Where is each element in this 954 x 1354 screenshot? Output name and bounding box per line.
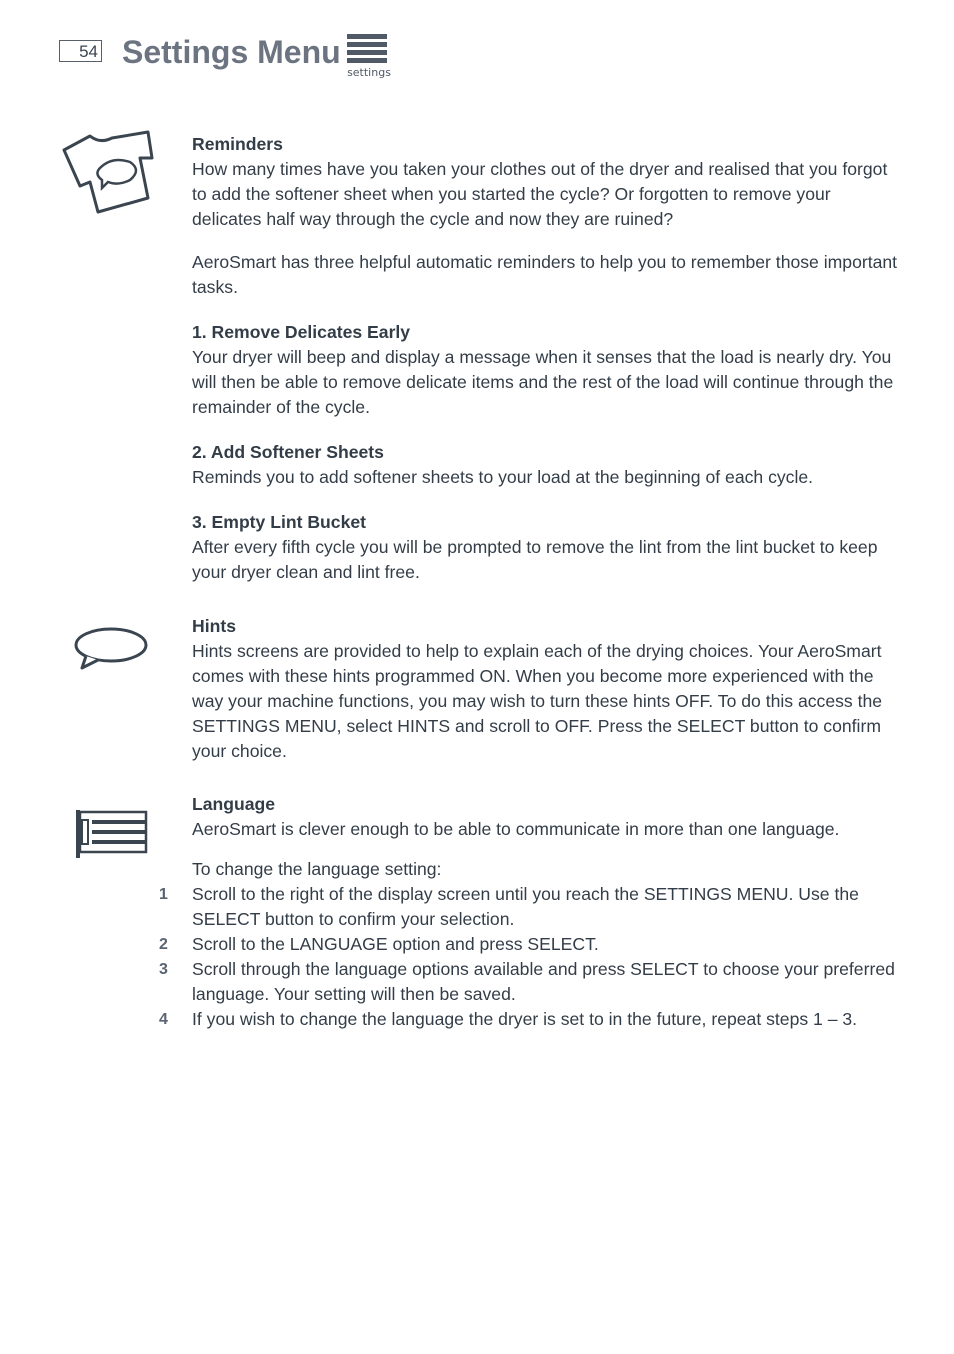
step-text: Scroll to the right of the display screen until you reach the SETTINGS MENU. Use the SELECT button to confirm your selection. [192, 884, 859, 929]
hints-paragraph: Hints screens are provided to help to explain each of the drying choices. Your AeroSmart comes with these hints programmed ON. When you become more experienced with the way your machine functions, you may wish to turn these hints OFF. To do this access the SETTINGS MENU, select HINTS and scroll to OFF. Press the SELECT button to confirm your choice. [192, 641, 883, 761]
tshirt-icon [60, 128, 156, 221]
language-steps [159, 882, 904, 1032]
step-text: If you wish to change the language the dryer is set to in the future, repeat steps 1 – 3. [192, 1009, 858, 1029]
language-intro: To change the language setting: [192, 859, 442, 879]
step-text: Scroll to the LANGUAGE option and press SELECT. [192, 934, 599, 954]
page-number: 54 [59, 40, 102, 62]
step-text: Scroll through the language options available and press SELECT to choose your preferred language. Your setting will then be saved. [192, 959, 895, 1004]
list-item [159, 957, 904, 1007]
hints-heading: Hints [192, 616, 236, 636]
settings-menu-icon [341, 32, 397, 80]
step-number: 4 [159, 1011, 168, 1028]
flag-icon [72, 806, 152, 867]
page-title: Settings Menu [122, 34, 341, 70]
step-number: 1 [159, 886, 168, 903]
reminder-text-1: Your dryer will beep and display a message when it senses that the load is nearly dry. You will then be able to remove delicate items and the rest of the load will continue through the remainder of the cycle. [192, 347, 894, 417]
language-section [159, 792, 904, 1032]
list-item [159, 1007, 904, 1032]
language-heading: Language [192, 794, 276, 814]
reminders-heading: Reminders [192, 134, 283, 154]
step-number: 3 [159, 961, 168, 978]
speech-bubble-icon [72, 624, 152, 679]
language-paragraph: AeroSmart is clever enough to be able to communicate in more than one language. [192, 819, 840, 839]
reminder-title-2: 2. Add Softener Sheets [192, 442, 384, 462]
settings-logo [341, 32, 397, 80]
reminder-text-2: Reminds you to add softener sheets to your load at the beginning of each cycle. [192, 467, 814, 487]
list-item [159, 882, 904, 932]
reminders-paragraph-1: How many times have you taken your clothes out of the dryer and realised that you forgot to add the softener sheet when you started the cycle? Or forgotten to remove your delicates half way through the cycle and now they are ruined? [192, 159, 888, 229]
settings-logo-label: settings [347, 66, 391, 79]
hints-section [192, 614, 904, 764]
list-item [159, 932, 904, 957]
main-content [159, 132, 904, 1032]
reminder-title-1: 1. Remove Delicates Early [192, 322, 411, 342]
reminder-title-3: 3. Empty Lint Bucket [192, 512, 367, 532]
reminder-text-3: After every fifth cycle you will be prompted to remove the lint from the lint bucket to keep your dryer clean and lint free. [192, 537, 878, 582]
step-number: 2 [159, 936, 168, 953]
reminders-paragraph-2: AeroSmart has three helpful automatic reminders to help you to remember those important tasks. [192, 252, 898, 297]
reminders-section [192, 132, 904, 585]
